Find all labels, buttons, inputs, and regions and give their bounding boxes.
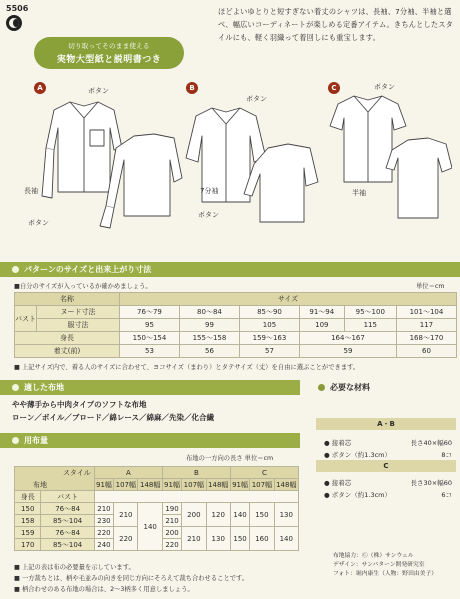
yardage-cell: 130 xyxy=(274,503,298,527)
section-bullet-icon xyxy=(12,266,19,273)
table-row xyxy=(15,319,457,332)
size-cell: 85〜90 xyxy=(239,306,299,319)
size-cell: 99 xyxy=(179,319,239,332)
yardage-width-header: 107幅 xyxy=(251,480,273,489)
fabric-section-header xyxy=(0,380,300,395)
style-b-badge: B xyxy=(186,82,198,94)
intro-text: ほどよいゆとりと短すぎない着丈のシャツは、長袖、7分袖、半袖と選べ、幅広いコーディネートが楽しめる定番アイテム。きちんとしたスタイルにも、軽く羽織って着回しにも重宝します。 xyxy=(218,7,454,43)
yardage-cell: 130 xyxy=(206,527,230,551)
yardage-cell: 210 xyxy=(94,503,113,515)
size-cell: 80〜84 xyxy=(179,306,239,319)
table-row xyxy=(15,306,457,319)
credit-line: 布地協力：Ⓒ（株）サンウェル xyxy=(333,553,414,559)
yardage-cell: 230 xyxy=(94,515,113,527)
size-cell: 59 xyxy=(299,345,396,358)
callout-c-sleeve: 半袖 xyxy=(352,189,366,197)
callout-b-cuff-button: ボタン xyxy=(198,211,219,219)
materials-ab-header: A・B xyxy=(316,418,456,430)
table-row xyxy=(15,332,457,345)
pattern-number: 5506 xyxy=(6,4,29,13)
yardage-fabric-label: 布地 xyxy=(33,481,47,489)
section-bullet-icon xyxy=(12,384,19,391)
material-value: 8コ xyxy=(441,451,452,459)
fabric-line1: やや薄手から中肉タイプのソフトな布地 xyxy=(12,400,147,409)
callout-a-sleeve: 長袖 xyxy=(24,187,38,195)
size-cell: 105 xyxy=(239,319,299,332)
callout-c-button: ボタン xyxy=(374,83,395,91)
yardage-section-header xyxy=(0,433,300,448)
style-c-badge: C xyxy=(328,82,340,94)
size-footnote: ■ 上記サイズ内で、着る人のサイズに合わせて、ヨコサイズ（まわり）とタテサイズ（丈）を自由に選ぶことができます。 xyxy=(14,364,360,371)
yardage-cell: 160 xyxy=(250,527,274,551)
size-cell: 56 xyxy=(179,345,239,358)
fabric-section-title: 適した布地 xyxy=(24,383,64,392)
yardage-style-label: スタイル xyxy=(62,469,91,477)
size-cell: 150〜154 xyxy=(119,332,179,345)
yardage-cell: 200 xyxy=(162,527,181,539)
size-cell: 159〜163 xyxy=(239,332,299,345)
size-row-label: 服寸法 xyxy=(37,319,120,332)
yardage-corner xyxy=(15,467,95,491)
size-cell: 115 xyxy=(344,319,396,332)
yardage-height: 150 xyxy=(15,503,41,515)
yardage-bust: 76〜84 xyxy=(41,527,94,539)
yardage-width-header: 91幅 xyxy=(232,480,249,489)
yardage-cell: 190 xyxy=(162,503,181,515)
material-value: 6コ xyxy=(441,491,452,499)
yardage-height-label: 身長 xyxy=(15,491,41,503)
yardage-cell: 150 xyxy=(250,503,274,527)
tagline-line1: 切り取ってそのまま使える xyxy=(68,42,150,50)
yardage-cell: 200 xyxy=(182,503,206,527)
yardage-style-a: A xyxy=(94,467,162,479)
size-unit: 単位＝cm xyxy=(416,283,445,290)
material-name: ● 接着芯 xyxy=(324,479,352,487)
size-cell: 164〜167 xyxy=(299,332,396,345)
material-item xyxy=(324,438,452,447)
tagline-badge xyxy=(34,37,184,69)
yardage-cell: 220 xyxy=(94,527,113,539)
size-cell: 168〜170 xyxy=(396,332,456,345)
yardage-cell: 220 xyxy=(162,539,181,551)
material-name: ● 接着芯 xyxy=(324,439,352,447)
size-cell: 91〜94 xyxy=(299,306,344,319)
size-row-label: 着丈(前) xyxy=(15,345,120,358)
yardage-width-header: 107幅 xyxy=(115,480,136,489)
yardage-cell: 210 xyxy=(114,503,138,527)
yardage-note: ■ 一方裁ちとは、柄や毛並みの向きを同じ方向にそろえて裁ち合わせることです。 xyxy=(14,575,249,582)
fabric-line2: ローン／ボイル／ブロード／綿レース／綿麻／先染／化合繊 xyxy=(12,413,214,422)
yardage-cell: 210 xyxy=(162,515,181,527)
credit-line: デザイン：サンパターン開発研究室 xyxy=(333,562,425,568)
yardage-height: 170 xyxy=(15,539,41,551)
material-value: 長さ40×幅60 xyxy=(410,439,452,447)
yardage-cell: 140 xyxy=(138,503,162,551)
style-a-badge: A xyxy=(34,82,46,94)
size-bust-label: バスト xyxy=(15,306,37,332)
size-cell: 155〜158 xyxy=(179,332,239,345)
material-name: ● ボタン（約1.3cm） xyxy=(324,491,391,499)
size-row-label: 身長 xyxy=(15,332,120,345)
material-value: 長さ30×幅60 xyxy=(410,479,452,487)
size-cell: 76〜79 xyxy=(119,306,179,319)
yardage-cell: 120 xyxy=(206,503,230,527)
size-cell: 60 xyxy=(396,345,456,358)
yardage-cell: 220 xyxy=(114,527,138,551)
yardage-height: 158 xyxy=(15,515,41,527)
material-name: ● ボタン（約1.3cm） xyxy=(324,451,391,459)
yardage-cell: 240 xyxy=(94,539,113,551)
credits xyxy=(333,552,457,579)
section-bullet-icon xyxy=(12,437,19,444)
yardage-width-header: 148幅 xyxy=(274,479,298,491)
size-cell: 57 xyxy=(239,345,299,358)
material-item xyxy=(324,478,452,487)
yardage-cell: 150 xyxy=(230,527,249,551)
yardage-bust: 85〜104 xyxy=(41,539,94,551)
yardage-unit: 布地の一方向の長さ 単位＝cm xyxy=(186,455,274,462)
brand-logo-icon xyxy=(6,15,22,31)
size-note: ■自分のサイズが入っているか確かめましょう。 xyxy=(14,283,152,290)
yardage-cell: 140 xyxy=(274,527,298,551)
yardage-style-c: C xyxy=(230,467,298,479)
size-cell: 117 xyxy=(396,319,456,332)
callout-b-button: ボタン xyxy=(246,95,267,103)
callout-b-sleeve: 7分袖 xyxy=(200,187,219,195)
yardage-width-header: 91幅 xyxy=(96,480,112,489)
size-section-header xyxy=(0,262,460,277)
size-cell: 95 xyxy=(119,319,179,332)
material-item xyxy=(324,490,452,499)
yardage-width-header: 107幅 xyxy=(183,480,205,489)
yardage-cell: 210 xyxy=(182,527,206,551)
yardage-bust-label: バスト xyxy=(41,491,94,503)
callout-a-button: ボタン xyxy=(88,87,109,95)
yardage-bust: 85〜104 xyxy=(41,515,94,527)
yardage-width-header: 91幅 xyxy=(164,480,180,489)
yardage-width-header: 148幅 xyxy=(139,480,161,489)
size-table xyxy=(14,292,457,358)
style-illustrations xyxy=(14,78,452,248)
callout-a-cuff-button: ボタン xyxy=(28,219,49,227)
yardage-width-header: 148幅 xyxy=(208,480,229,489)
size-section-title: パターンのサイズと出来上がり寸法 xyxy=(24,265,152,274)
yardage-table xyxy=(14,466,299,551)
yardage-cell: 140 xyxy=(230,503,249,527)
section-bullet-icon xyxy=(318,384,325,391)
materials-title: 必要な材料 xyxy=(330,383,370,392)
tagline-line2: 実物大型紙と説明書つき xyxy=(56,55,162,65)
size-cell: 95〜100 xyxy=(344,306,396,319)
yardage-section-title: 用布量 xyxy=(24,436,48,445)
table-row xyxy=(15,503,299,515)
yardage-note: ■ 上記の表は布の必要量を示しています。 xyxy=(14,564,135,571)
table-row xyxy=(15,345,457,358)
size-cell: 101〜104 xyxy=(396,306,456,319)
yardage-height: 159 xyxy=(15,527,41,539)
yardage-bust: 76〜84 xyxy=(41,503,94,515)
shirt-illustrations-svg xyxy=(14,78,452,248)
shirt-c-back xyxy=(386,138,452,218)
size-col-sizes: サイズ xyxy=(119,293,456,306)
size-cell: 109 xyxy=(299,319,344,332)
size-row-label: ヌード寸法 xyxy=(37,306,120,319)
materials-c-header: C xyxy=(316,460,456,472)
yardage-style-b: B xyxy=(162,467,230,479)
size-cell: 53 xyxy=(119,345,179,358)
yardage-note: ■ 柄合わせのある布地の場合は、2〜3柄多く用意しましょう。 xyxy=(14,586,194,593)
credit-line: フォト：堀内康生（人物：野田由美子） xyxy=(333,571,438,577)
size-col-name: 名称 xyxy=(15,293,120,306)
materials-box xyxy=(316,398,456,543)
material-item xyxy=(324,450,452,459)
materials-section-header xyxy=(318,382,370,393)
